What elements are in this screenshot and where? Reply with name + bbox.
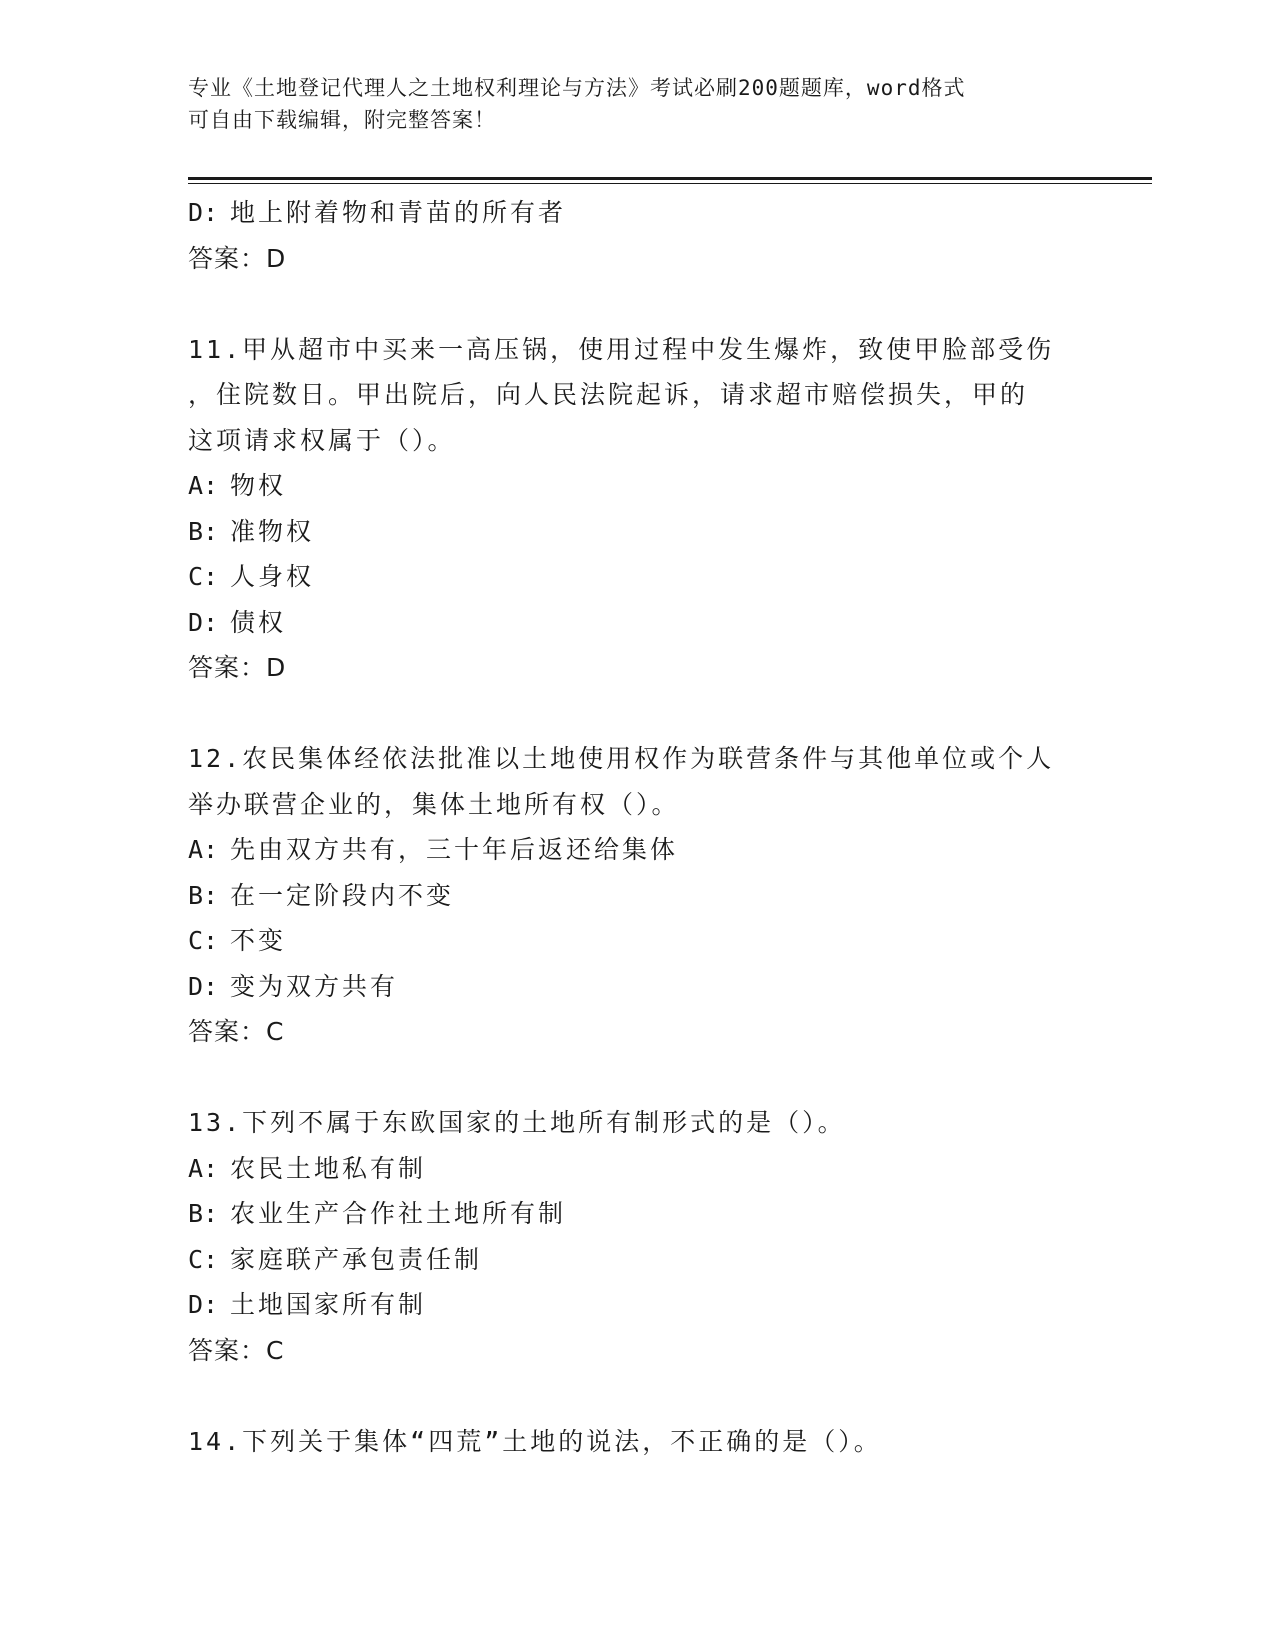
question-stem-line: 举办联营企业的，集体土地所有权（）。 <box>188 789 680 819</box>
option-text: 农业生产合作社土地所有制 <box>230 1199 567 1228</box>
question-stem-line: 13.下列不属于东欧国家的土地所有制形式的是（）。 <box>188 1108 846 1137</box>
question-12 <box>188 736 1088 1055</box>
spacer <box>188 1055 1088 1101</box>
page-header <box>188 72 1068 136</box>
option-b <box>188 1191 1088 1237</box>
option-b <box>188 509 1088 555</box>
question-stem-line: ，住院数日。甲出院后，向人民法院起诉，请求超市赔偿损失，甲的 <box>188 380 1029 409</box>
option-d <box>188 964 1088 1010</box>
option-text: 家庭联产承包责任制 <box>230 1244 483 1274</box>
option-letter: D: <box>188 1290 219 1319</box>
option-letter: C: <box>188 562 219 591</box>
option-a <box>188 1146 1088 1192</box>
spacer <box>188 1373 1088 1419</box>
question-11 <box>188 327 1088 691</box>
option-letter: B: <box>188 880 219 910</box>
header-line-1: 专业《土地登记代理人之土地权利理论与方法》考试必刷200题题库，word格式 <box>188 76 966 100</box>
option-c <box>188 1237 1088 1283</box>
option-text: 土地国家所有制 <box>230 1290 427 1319</box>
option-a <box>188 827 1088 873</box>
prev-option-d <box>188 190 1088 236</box>
spacer <box>188 691 1088 737</box>
option-letter: A: <box>188 1153 219 1183</box>
question-content <box>188 190 1088 1464</box>
question-14 <box>188 1419 1088 1465</box>
option-text: 变为双方共有 <box>230 971 399 1001</box>
question-stem-line: 14.下列关于集体“四荒”土地的说法，不正确的是（）。 <box>188 1426 882 1456</box>
option-text: 人身权 <box>230 562 315 591</box>
option-text: 债权 <box>230 607 287 637</box>
option-letter: B: <box>188 1199 219 1228</box>
option-text: 地上附着物和青苗的所有者 <box>230 198 567 227</box>
option-letter: D: <box>188 198 219 227</box>
answer-line: 答案：C <box>188 1335 285 1365</box>
prev-answer: 答案：D <box>188 243 287 273</box>
option-text: 先由双方共有，三十年后返还给集体 <box>230 835 679 864</box>
option-text: 不变 <box>230 926 287 955</box>
option-letter: D: <box>188 971 219 1001</box>
option-text: 物权 <box>230 471 287 500</box>
question-stem-line: 11.甲从超市中买来一高压锅，使用过程中发生爆炸，致使甲脸部受伤 <box>188 334 1055 364</box>
option-b <box>188 873 1088 919</box>
answer-line: 答案：D <box>188 653 287 682</box>
spacer <box>188 281 1088 327</box>
question-stem-line: 12.农民集体经依法批准以土地使用权作为联营条件与其他单位或个人 <box>188 744 1055 773</box>
question-13 <box>188 1100 1088 1373</box>
option-a <box>188 463 1088 509</box>
option-letter: B: <box>188 516 219 546</box>
option-c <box>188 918 1088 964</box>
header-divider-thin <box>188 183 1152 184</box>
option-letter: C: <box>188 926 219 955</box>
header-divider-thick <box>188 177 1152 180</box>
question-stem-line: 这项请求权属于（）。 <box>188 425 456 455</box>
header-line-2: 可自由下载编辑，附完整答案！ <box>188 108 496 132</box>
option-text: 在一定阶段内不变 <box>230 880 455 910</box>
option-text: 准物权 <box>230 516 315 546</box>
option-letter: D: <box>188 607 219 637</box>
option-d <box>188 1282 1088 1328</box>
option-letter: C: <box>188 1244 219 1274</box>
answer-line: 答案：C <box>188 1017 285 1046</box>
option-letter: A: <box>188 835 219 864</box>
option-letter: A: <box>188 471 219 500</box>
option-text: 农民土地私有制 <box>230 1153 427 1183</box>
option-d <box>188 600 1088 646</box>
option-c <box>188 554 1088 600</box>
